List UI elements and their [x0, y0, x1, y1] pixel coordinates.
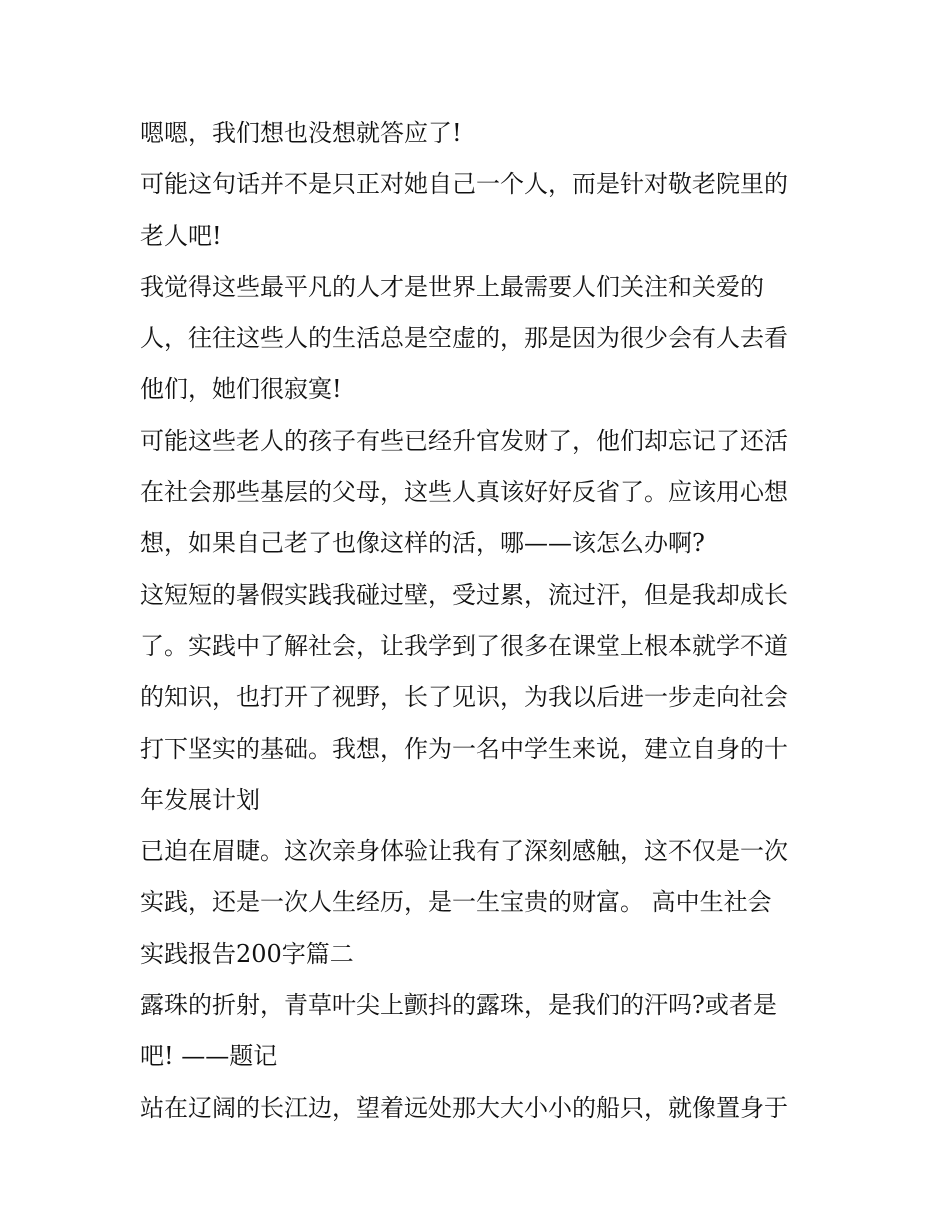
text-line: 可能这些老人的孩子有些已经升官发财了，他们却忘记了还活: [140, 426, 788, 455]
text-line: 他们，她们很寂寞!: [140, 375, 342, 404]
text-line: 想，如果自己老了也像这样的活，哪——该怎么办啊?: [140, 529, 705, 558]
text-line: 我觉得这些最平凡的人才是世界上最需要人们关注和关爱的: [140, 272, 764, 301]
text-line: 可能这句话并不是只正对她自己一个人，而是针对敬老院里的: [140, 170, 788, 199]
text-line: 已迫在眉睫。这次亲身体验让我有了深刻感触，这不仅是一次: [140, 837, 788, 866]
document-body-text: [140, 108, 820, 1134]
text-line: 这短短的暑假实践我碰过壁，受过累，流过汗，但是我却成长: [140, 580, 788, 609]
text-line: 嗯嗯，我们想也没想就答应了!: [140, 119, 462, 147]
text-line: 露珠的折射，青草叶尖上颤抖的露珠，是我们的汗吗?或者是: [140, 991, 777, 1020]
text-line: 在社会那些基层的父母，这些人真该好好反省了。应该用心想: [140, 478, 788, 507]
text-line: 人，往往这些人的生活总是空虚的，那是因为很少会有人去看: [140, 324, 788, 353]
text-line: 了。实践中了解社会，让我学到了很多在课堂上根本就学不道: [140, 631, 788, 660]
text-line: 站在辽阔的长江边，望着远处那大大小小的船只，就像置身于: [140, 1093, 788, 1122]
text-line: 吧! ——题记: [140, 1042, 278, 1071]
text-line: 打下坚实的基础。我想，作为一名中学生来说，建立自身的十: [140, 734, 788, 763]
text-line: 老人吧!: [140, 221, 222, 250]
text-line: 实践，还是一次人生经历，是一生宝贵的财富。 高中生社会: [140, 888, 772, 917]
text-line: 实践报告200字篇二: [140, 939, 354, 968]
text-line: 的知识，也打开了视野，长了见识，为我以后进一步走向社会: [140, 683, 788, 712]
text-line: 年发展计划: [140, 785, 260, 814]
